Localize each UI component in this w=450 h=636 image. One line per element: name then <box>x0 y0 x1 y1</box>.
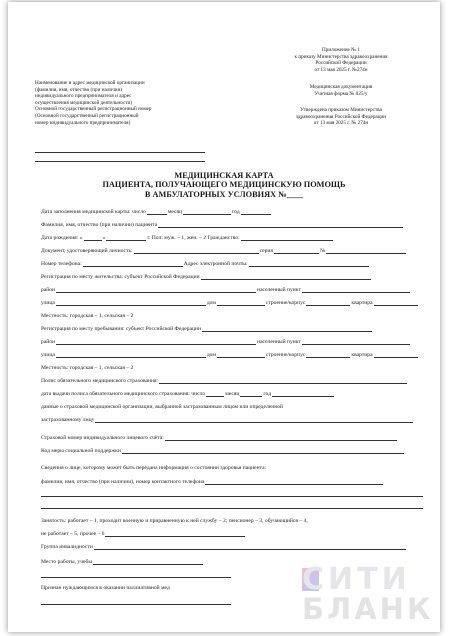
org-name-field[interactable] <box>35 152 205 153</box>
label: населенный пункт <box>257 339 301 345</box>
label: Признан нуждающимся в оказании паллиативной мед <box>41 585 170 591</box>
appendix-line: Российской Федерации <box>315 60 367 67</box>
social-support-code-row <box>41 447 423 457</box>
label: месяц <box>167 209 183 215</box>
org-info-line: индивидуального предпринимателя и адрес <box>35 93 132 100</box>
label: строение/корпус <box>265 300 306 306</box>
org-info-line: Наименование и адрес медицинской организации <box>35 80 145 86</box>
insurance-org-continued-row <box>41 416 423 426</box>
label: год <box>232 209 240 215</box>
document-type-field[interactable] <box>134 253 259 254</box>
residence-street-field[interactable] <box>56 305 206 306</box>
document-title <box>8 171 440 199</box>
birth-date-row <box>41 234 423 244</box>
stay-region-row <box>41 325 423 335</box>
org-info-line: (Основной государственный регистрационный <box>35 112 139 119</box>
label: Дата заполнения медицинской карты: число <box>41 209 146 215</box>
label: Полис обязательного медицинского страхования: <box>41 378 159 384</box>
residence-building-field[interactable] <box>306 305 350 306</box>
residence-address-row <box>41 299 423 309</box>
org-info-line: (фамилия, имя, отчество (при наличии) <box>35 86 123 93</box>
approval-line: от 13 мая 2025 г. № 274н <box>313 120 369 127</box>
org-info-line: номер индивидуального предпринимателя) <box>35 119 131 126</box>
label: район <box>41 339 56 345</box>
stay-region-field[interactable] <box>202 331 372 332</box>
palliative-care-line[interactable] <box>41 604 231 605</box>
label: Фамилия, имя, отчество (при наличии) пациента <box>41 222 158 228</box>
citizenship-field[interactable] <box>241 240 333 241</box>
residence-region-field[interactable] <box>201 279 371 280</box>
title-line: ПАЦИЕНТА, ПОЛУЧАЮЩЕГО МЕДИЦИНСКУЮ ПОМОЩЬ <box>102 180 346 190</box>
employment-row <box>41 517 423 527</box>
patient-name-row <box>41 221 423 231</box>
year-field[interactable] <box>241 214 271 215</box>
label: Код меры социальной поддержки <box>41 448 121 454</box>
label: дом <box>206 352 216 358</box>
label: данные о страховой медицинской организации, выбранной застрахованным лицом или определенной <box>41 404 284 410</box>
month-field[interactable] <box>183 214 231 215</box>
title-line: В АМБУЛАТОРНЫХ УСЛОВИЯХ №____ <box>144 189 304 199</box>
org-ogrn-field[interactable] <box>35 161 205 162</box>
trusted-person-field[interactable] <box>205 484 383 485</box>
identity-document-row <box>41 247 423 257</box>
label: Дата рождения: « <box>41 235 83 241</box>
label: улица <box>41 300 55 306</box>
insurance-policy-row <box>41 377 423 387</box>
day-field[interactable] <box>147 214 167 215</box>
email-field[interactable] <box>249 266 369 267</box>
document-number-field[interactable] <box>326 253 406 254</box>
appendix-line: Приложение № 1 <box>322 47 360 53</box>
form-number: Учетная форма № 025/у <box>314 90 368 97</box>
stay-district-field[interactable] <box>56 344 256 345</box>
label: Местность: городская – 1, сельская – 2 <box>41 313 134 319</box>
label: район <box>41 287 56 293</box>
appendix-line: к приказу Министерства здравоохранения <box>294 53 388 60</box>
disability-group-field[interactable] <box>94 549 406 550</box>
employment-continued-row <box>41 530 423 540</box>
insurance-org-field[interactable] <box>95 422 413 423</box>
document-series-field[interactable] <box>274 253 319 254</box>
trusted-person-row <box>41 464 423 474</box>
stay-address-row <box>41 351 423 361</box>
label: дата выдачи полиса обязательного медицинского страхования: число <box>41 391 206 397</box>
residence-house-field[interactable] <box>217 305 265 306</box>
birth-day-field[interactable] <box>84 240 102 241</box>
label: Место работы, учебы <box>41 559 93 565</box>
trusted-person-line[interactable] <box>41 508 423 509</box>
medical-documentation-note <box>271 84 411 97</box>
label: Сведения о лице, которому может быть передана информация о состоянии здоровья пациента: <box>41 465 267 471</box>
label: фамилия, имя, отчество (при наличии), номер контактного телефона <box>41 479 205 485</box>
watermark-line2: БЛАНК <box>302 592 434 626</box>
label: Местность: городская – 1, сельская – 2 <box>41 365 134 371</box>
trusted-person-contact-row <box>41 478 423 488</box>
label: серия <box>259 248 273 254</box>
policy-month-field[interactable] <box>240 396 262 397</box>
med-doc-line: Медицинская документация <box>309 84 373 90</box>
birth-month-field[interactable] <box>106 240 146 241</box>
label: Документ, удостоверяющий личность: <box>41 248 133 254</box>
appendix-line: от 13 мая 2025 г. №274н <box>314 66 368 73</box>
policy-day-field[interactable] <box>206 396 224 397</box>
residence-locality-field[interactable] <box>302 292 410 293</box>
label: Занятость: работает – 1, проходит военную и приравненную к ней службу – 2; пенсионер – 3, обучающийся – 4, <box>41 518 308 524</box>
snils-field[interactable] <box>165 440 397 441</box>
label: Регистрация по месту пребывания: субъект Российской Федерации <box>41 326 201 332</box>
org-info-line: Основной государственный регистрационный номер <box>35 106 152 113</box>
policy-issue-date-row <box>41 390 423 400</box>
policy-year-field[interactable] <box>272 396 334 397</box>
employment-field[interactable] <box>105 536 245 537</box>
label: улица <box>41 352 55 358</box>
label: Регистрация по месту жительства: субъект Российской Федерации <box>41 274 200 280</box>
label: Группа инвалидности <box>41 544 93 550</box>
social-support-code-field[interactable] <box>122 453 404 454</box>
stay-locality-type-row <box>41 364 423 374</box>
stay-locality-field[interactable] <box>302 344 410 345</box>
insurance-org-row <box>41 403 423 413</box>
appendix-note <box>271 47 411 73</box>
stay-house-field[interactable] <box>217 357 265 358</box>
workplace-line[interactable] <box>41 577 231 578</box>
insurance-policy-field[interactable] <box>159 383 407 384</box>
citiblank-watermark <box>296 562 436 628</box>
residence-locality-type-row <box>41 312 423 322</box>
label: не работает – 5, прочее – 6 <box>41 531 105 537</box>
residence-apartment-field[interactable] <box>374 305 418 306</box>
label: Страховой номер индивидуального лицевого счёта: <box>41 435 164 441</box>
organization-info <box>35 80 210 126</box>
card-fill-date-row <box>41 208 423 218</box>
form-page <box>8 2 440 632</box>
snils-row <box>41 434 423 444</box>
residence-region-row <box>41 273 423 283</box>
patient-name-field[interactable] <box>158 227 403 228</box>
stay-apartment-field[interactable] <box>374 357 418 358</box>
watermark-line1: СИТИ <box>302 562 411 597</box>
label: застрахованному лицу <box>41 417 95 423</box>
disability-group-row <box>41 543 423 553</box>
label: населенный пункт <box>257 287 301 293</box>
org-info-line: осуществления медицинской деятельности) <box>35 99 132 106</box>
title-line: МЕДИЦИНСКАЯ КАРТА <box>174 171 274 180</box>
contacts-row <box>41 260 423 270</box>
label: Адрес электронной почты: <box>183 261 248 267</box>
label: дом <box>206 300 216 306</box>
stay-district-row <box>41 338 423 348</box>
stay-street-field[interactable] <box>56 357 206 358</box>
phone-field[interactable] <box>83 266 183 267</box>
approval-note <box>271 107 411 127</box>
approval-line: здравоохранения Российской Федерации <box>295 113 387 120</box>
label: № <box>320 248 326 254</box>
label: г. Пол: муж. – 1, жен. – 2 Гражданство: <box>147 235 240 241</box>
label: » <box>102 235 106 241</box>
residence-district-row <box>41 286 423 296</box>
residence-district-field[interactable] <box>56 292 256 293</box>
trusted-person-line[interactable] <box>41 496 423 497</box>
label: год <box>263 391 272 397</box>
approval-line: Утверждена приказом Министерства <box>300 107 382 113</box>
label: квартира <box>351 300 373 306</box>
label: Номер телефона: <box>41 261 82 267</box>
workplace-field[interactable] <box>93 564 203 565</box>
stay-building-field[interactable] <box>306 357 350 358</box>
label: квартира <box>351 352 373 358</box>
label: месяц <box>225 391 240 397</box>
label: строение/корпус <box>265 352 306 358</box>
